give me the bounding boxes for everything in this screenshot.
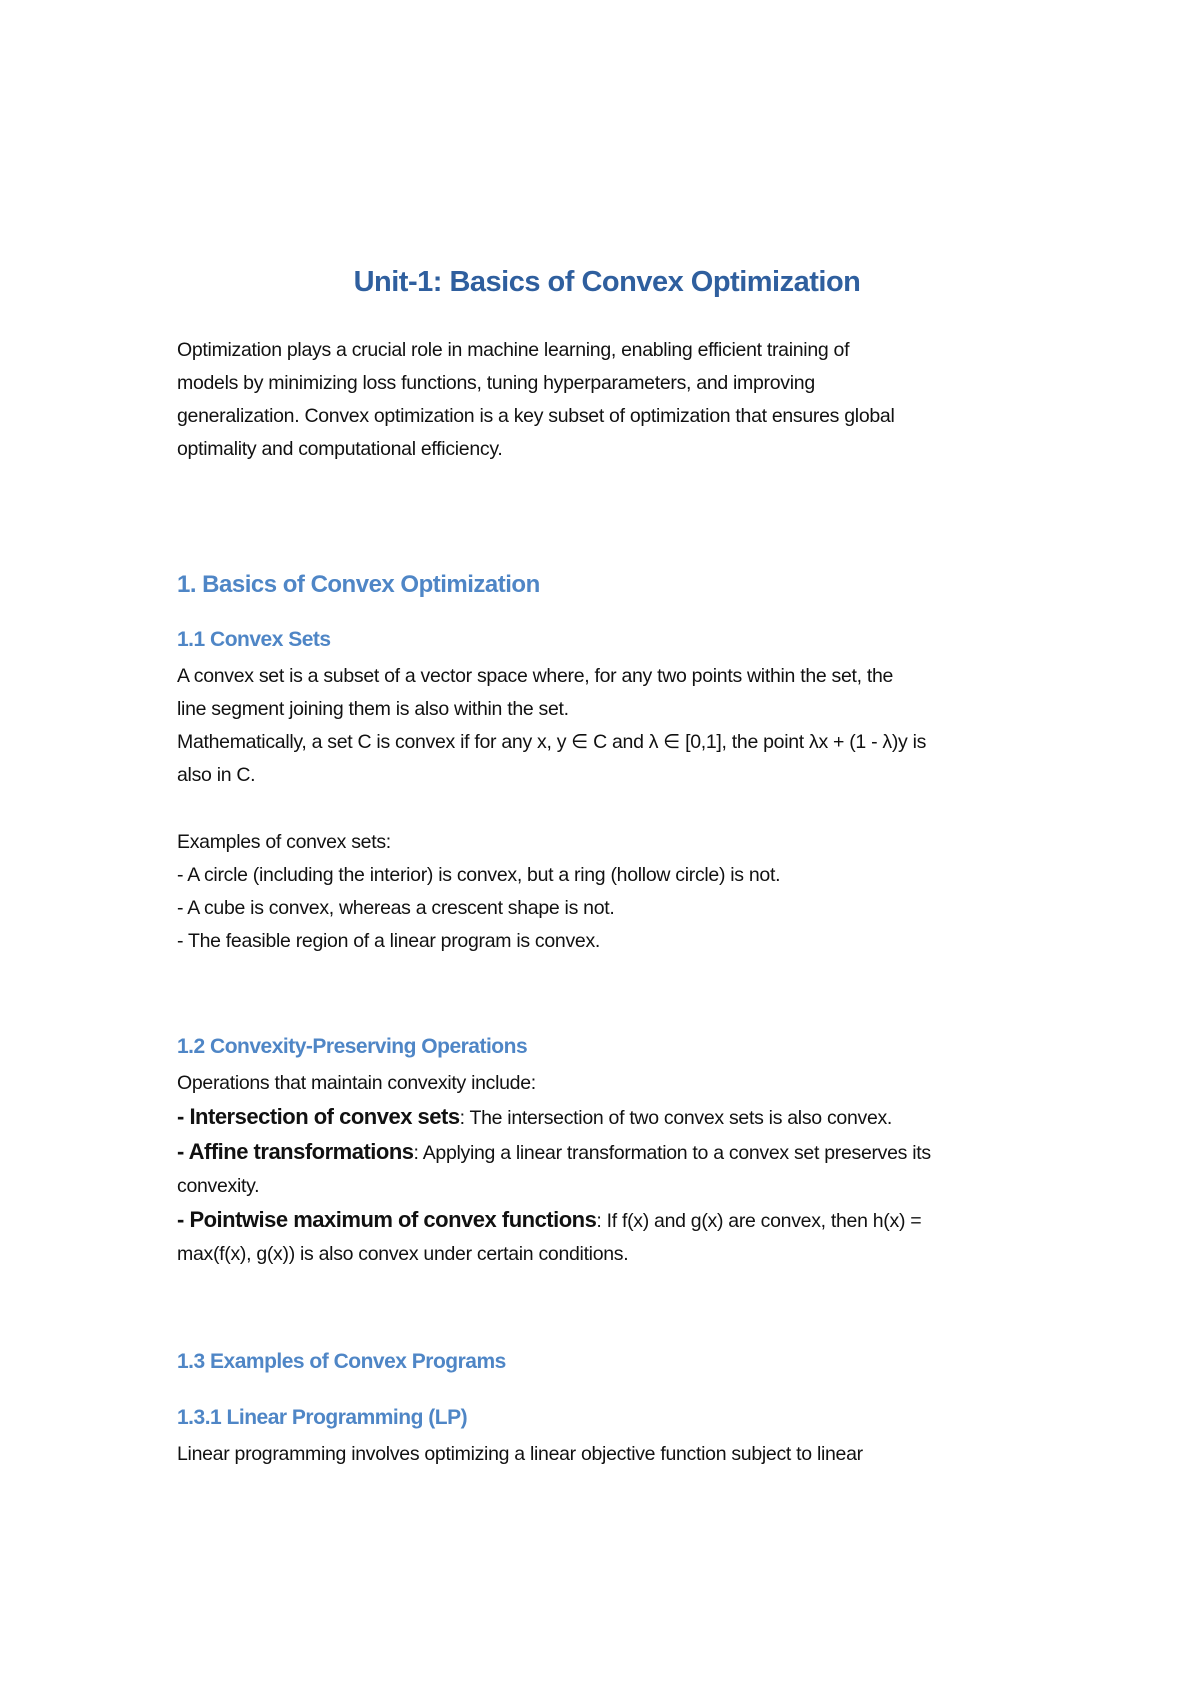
section-1-2-heading: 1.2 Convexity-Preserving Operations [177, 1035, 528, 1058]
operation-text: : If f(x) and g(x) are convex, then h(x) = [596, 1210, 922, 1232]
lp-line: Linear programming involves optimizing a linear objective function subject to linear [177, 1443, 863, 1465]
intro-line: generalization. Convex optimization is a key subset of optimization that ensures global [177, 405, 895, 427]
intro-line: Optimization plays a crucial role in machine learning, enabling efficient training of [177, 339, 850, 361]
operation-item [177, 1135, 1037, 1170]
operation-item [177, 1100, 1037, 1135]
section-1-3-1-heading: 1.3.1 Linear Programming (LP) [177, 1406, 468, 1429]
example-item: - A circle (including the interior) is convex, but a ring (hollow circle) is not. [177, 864, 781, 886]
definition-line: A convex set is a subset of a vector space where, for any two points within the set, the [177, 665, 894, 687]
operations-list [177, 1067, 1037, 1271]
section-1-3-heading: 1.3 Examples of Convex Programs [177, 1350, 506, 1373]
operation-continuation: convexity. [177, 1175, 260, 1197]
operation-text: : The intersection of two convex sets is also convex. [459, 1107, 893, 1129]
intro-line: models by minimizing loss functions, tuning hyperparameters, and improving [177, 372, 815, 394]
definition-line: line segment joining them is also within the set. [177, 698, 569, 720]
operations-lead: Operations that maintain convexity include: [177, 1072, 536, 1094]
section-1-1-heading: 1.1 Convex Sets [177, 628, 331, 651]
example-item: - A cube is convex, whereas a crescent shape is not. [177, 897, 615, 919]
definition-line: also in C. [177, 764, 256, 786]
operation-term: - Pointwise maximum of convex functions [177, 1207, 597, 1232]
convex-set-examples [177, 826, 1037, 958]
operation-term: - Intersection of convex sets [177, 1104, 460, 1129]
intro-paragraph [177, 334, 1037, 466]
document-title: Unit-1: Basics of Convex Optimization [353, 266, 861, 298]
linear-programming-text [177, 1438, 1037, 1471]
operation-text: : Applying a linear transformation to a convex set preserves its [413, 1142, 931, 1164]
example-item: - The feasible region of a linear program is convex. [177, 930, 601, 952]
section-1-heading: 1. Basics of Convex Optimization [177, 571, 540, 598]
convex-set-definition [177, 660, 1037, 792]
intro-line: optimality and computational efficiency. [177, 438, 503, 460]
operation-item [177, 1203, 1037, 1238]
examples-lead: Examples of convex sets: [177, 831, 391, 853]
operation-term: - Affine transformations [177, 1139, 414, 1164]
definition-line: Mathematically, a set C is convex if for any x, y ∈ C and λ ∈ [0,1], the point λx + (1 - λ)y is [177, 731, 927, 753]
operation-continuation: max(f(x), g(x)) is also convex under certain conditions. [177, 1243, 629, 1265]
